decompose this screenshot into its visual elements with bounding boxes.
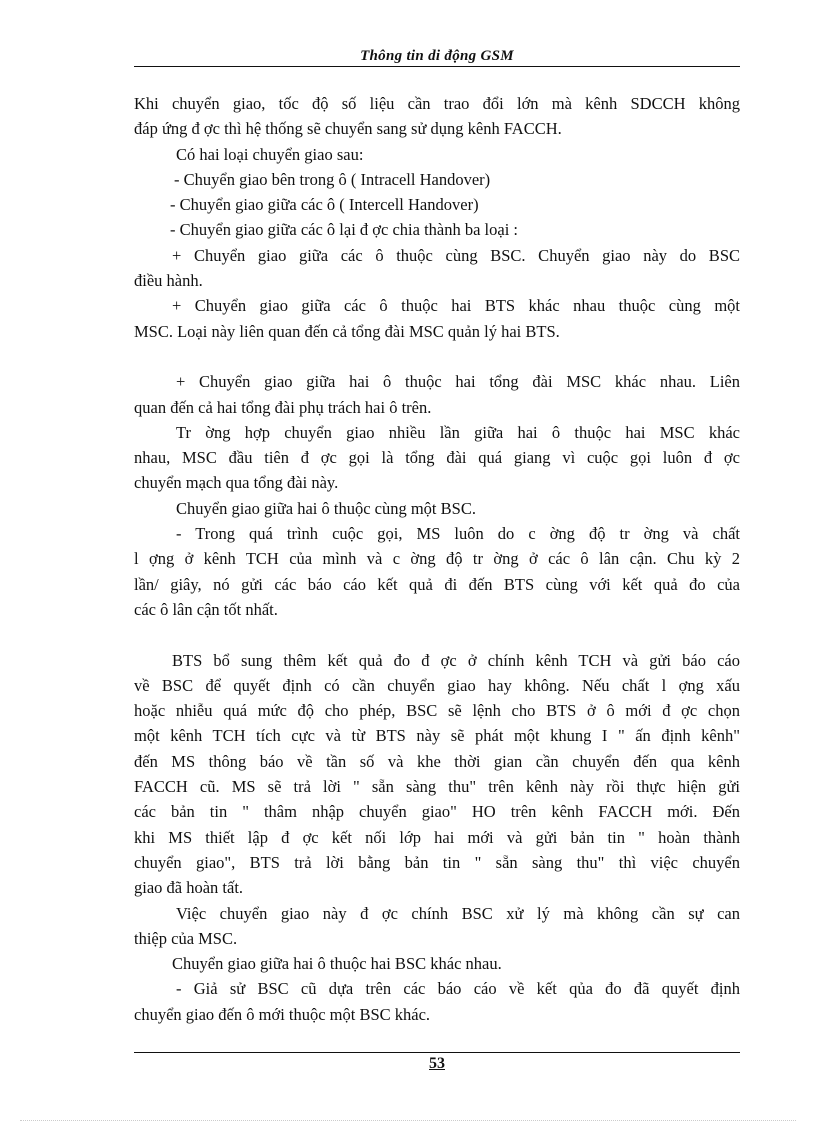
text-line: hoặc nhiễu quá mức độ cho phép, BSC sẽ lệnh cho BTS ở ô mới đ ợc chọn bbox=[134, 701, 740, 721]
text-line: + Chuyển giao giữa các ô thuộc hai BTS khác nhau thuộc cùng một bbox=[172, 296, 740, 316]
text-line: Chuyển giao giữa hai ô thuộc cùng một BSC. bbox=[176, 498, 476, 518]
text-line: một kênh TCH tích cực và từ BTS này sẽ phát một khung I " ấn định kênh" bbox=[134, 726, 740, 746]
blank-line bbox=[134, 622, 740, 647]
text-line: - Chuyển giao bên trong ô ( Intracell Handover) bbox=[174, 169, 491, 189]
text-line: giao đã hoàn tất. bbox=[134, 878, 244, 898]
text-line: đến MS thông báo về tần số và khe thời gian cần chuyển đến qua kênh bbox=[134, 751, 740, 771]
text-line: FACCH cũ. MS sẽ trả lời " sẵn sàng thu" trên kênh này rồi thực hiện gửi bbox=[134, 777, 740, 797]
text-line: nhau, MSC đầu tiên đ ợc gọi là tổng đài quá giang vì cuộc gọi luôn đ ợc bbox=[134, 448, 740, 468]
text-line: lần/ giây, nó gửi các báo cáo kết quả đi đến BTS cùng với kết quả đo của bbox=[134, 574, 740, 594]
text-line: thiệp của MSC. bbox=[134, 928, 238, 948]
text-line: - Chuyển giao giữa các ô lại đ ợc chia thành ba loại : bbox=[170, 220, 519, 240]
text-line: về BSC để quyết định có cần chuyển giao hay không. Nếu chất l ợng xấu bbox=[134, 675, 740, 695]
text-line: BTS bổ sung thêm kết quả đo đ ợc ở chính kênh TCH và gửi báo cáo bbox=[172, 650, 740, 670]
header-divider bbox=[134, 66, 740, 67]
text-line: quan đến cả hai tổng đài phụ trách hai ô trên. bbox=[134, 397, 432, 417]
text-line: - Chuyển giao giữa các ô ( Intercell Handover) bbox=[170, 195, 479, 215]
text-line: - Trong quá trình cuộc gọi, MS luôn do c ờng độ tr ờng và chất bbox=[176, 524, 740, 544]
document-body bbox=[134, 91, 740, 1027]
text-line: + Chuyển giao giữa hai ô thuộc hai tổng đài MSC khác nhau. Liên bbox=[176, 372, 740, 392]
page-number-text: 53 bbox=[429, 1055, 445, 1072]
text-line: chuyển giao đến ô mới thuộc một BSC khác. bbox=[134, 1004, 431, 1024]
text-line: đáp ứng đ ợc thì hệ thống sẽ chuyển sang sử dụng kênh FACCH. bbox=[134, 119, 562, 139]
footer-divider bbox=[134, 1052, 740, 1053]
text-line: các bản tin " thâm nhập chuyển giao" HO trên kênh FACCH mới. Đến bbox=[134, 802, 740, 822]
page-bottom-border bbox=[20, 1120, 796, 1121]
blank-line bbox=[134, 344, 740, 369]
text-line: - Giả sử BSC cũ dựa trên các báo cáo về kết qủa đo đã quyết định bbox=[176, 979, 740, 999]
text-line: các ô lân cận tốt nhất. bbox=[134, 599, 278, 619]
text-line: Tr ờng hợp chuyển giao nhiều lần giữa hai ô thuộc hai MSC khác bbox=[176, 422, 740, 442]
text-line: chuyển mạch qua tổng đài này. bbox=[134, 473, 339, 493]
text-line: điều hành. bbox=[134, 271, 203, 291]
text-line: MSC. Loại này liên quan đến cả tổng đài MSC quản lý hai BTS. bbox=[134, 321, 560, 341]
text-line: chuyển giao", BTS trả lời bằng bản tin " sẵn sàng thu" thì việc chuyển bbox=[134, 852, 740, 872]
text-line: Việc chuyển giao này đ ợc chính BSC xử lý mà không cần sự can bbox=[176, 903, 740, 923]
text-line: Có hai loại chuyển giao sau: bbox=[176, 144, 364, 164]
page-number bbox=[134, 1055, 740, 1073]
text-line: Khi chuyển giao, tốc độ số liệu cần trao đổi lớn mà kênh SDCCH không bbox=[134, 94, 740, 113]
text-line: l ợng ở kênh TCH của mình và c ờng độ tr ờng ở các ô lân cận. Chu kỳ 2 bbox=[134, 549, 740, 569]
text-line: + Chuyển giao giữa các ô thuộc cùng BSC. Chuyển giao này do BSC bbox=[172, 245, 740, 265]
text-line: khi MS thiết lập đ ợc kết nối lớp hai mới và gửi bản tin " hoàn thành bbox=[134, 827, 740, 847]
page-header-title: Thông tin di động GSM bbox=[360, 48, 514, 64]
text-line: Chuyển giao giữa hai ô thuộc hai BSC khác nhau. bbox=[172, 954, 502, 974]
